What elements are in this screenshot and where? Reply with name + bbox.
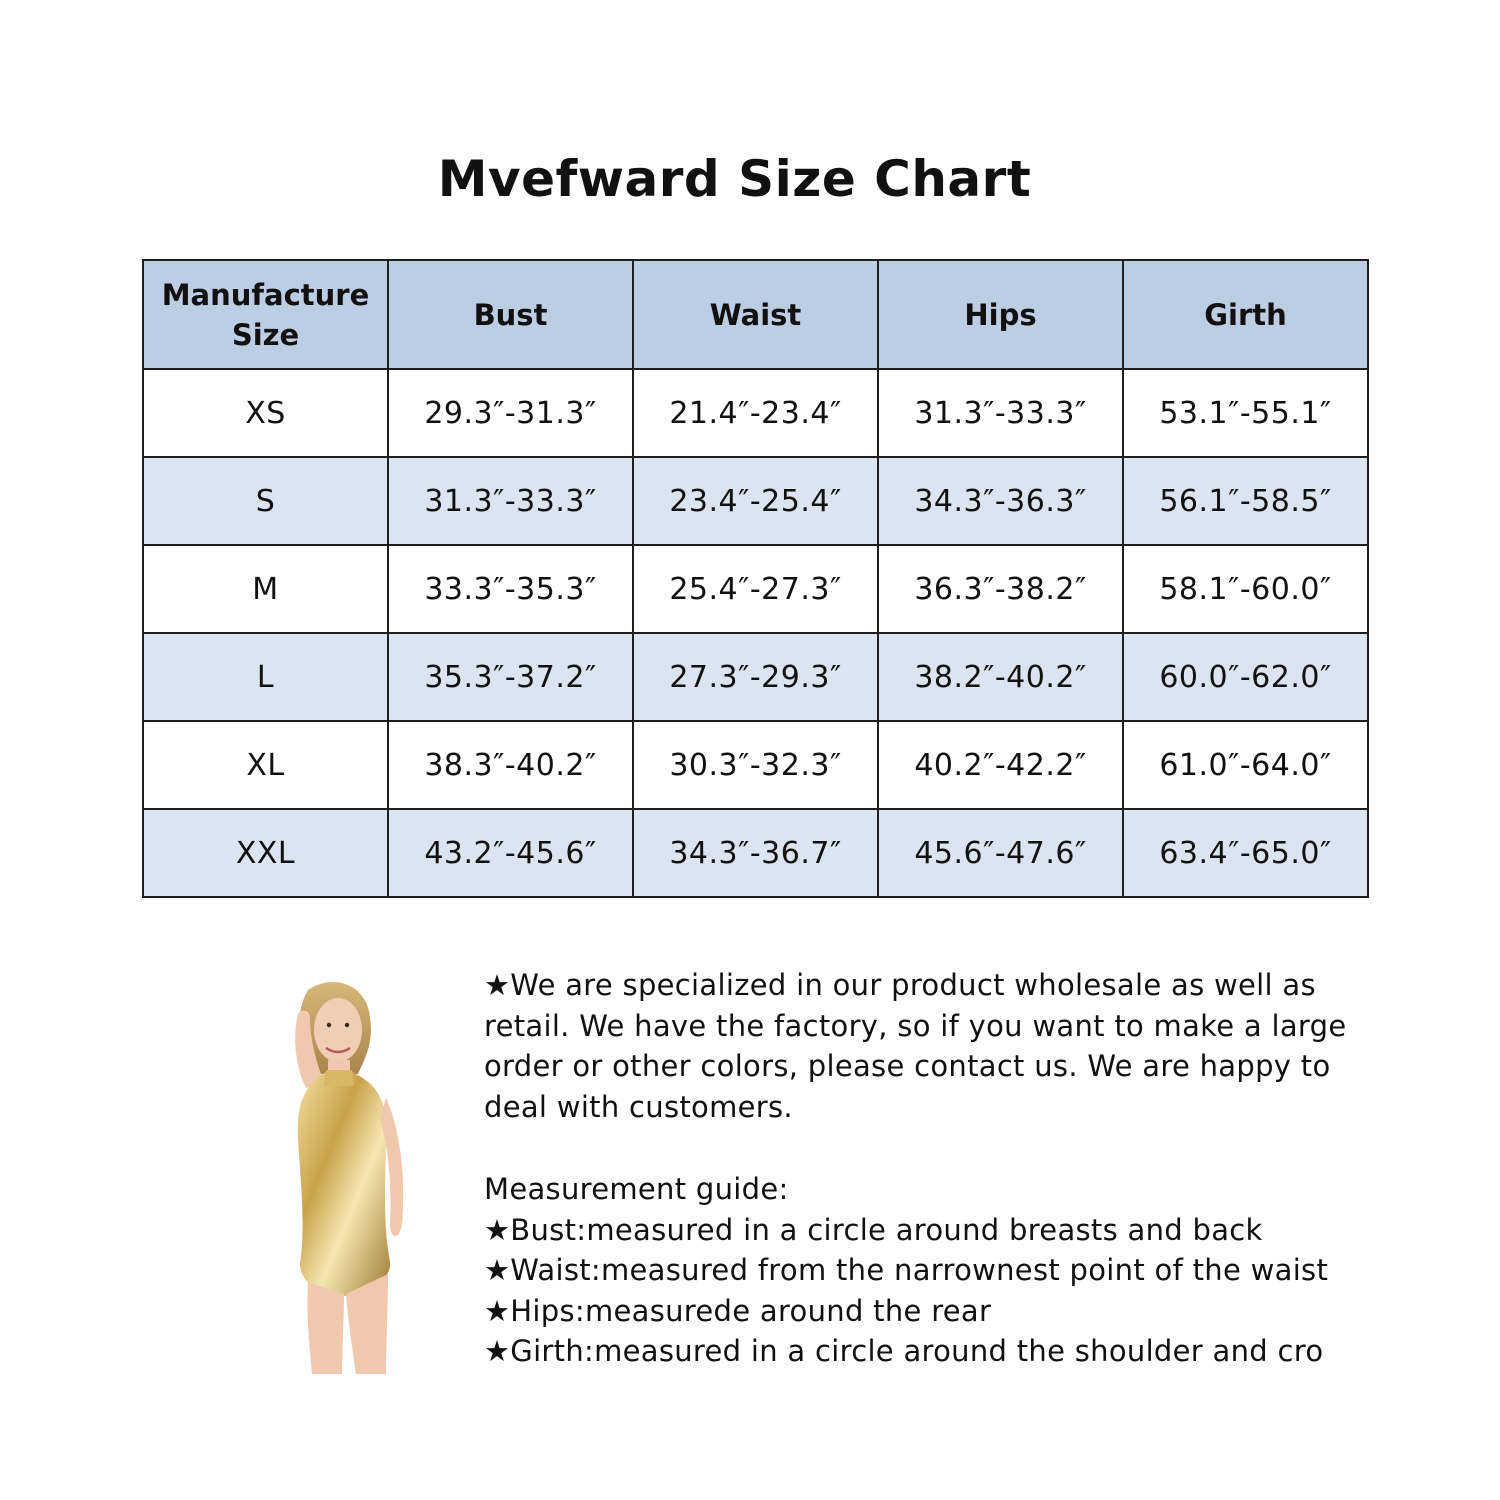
table-cell: 63.4″-65.0″: [1123, 809, 1368, 897]
table-row: [143, 809, 1368, 897]
column-header-manufacture: Manufacture Size: [143, 260, 388, 369]
table-cell: 21.4″-23.4″: [633, 369, 878, 457]
table-cell: 30.3″-32.3″: [633, 721, 878, 809]
guide-title: Measurement guide:: [484, 1172, 789, 1206]
table-cell: 31.3″-33.3″: [388, 457, 633, 545]
table-cell: XXL: [143, 809, 388, 897]
table-cell: M: [143, 545, 388, 633]
guide-item: ★Girth:measured in a circle around the shoulder and cro: [484, 1334, 1324, 1368]
table-cell: 31.3″-33.3″: [878, 369, 1123, 457]
page-title: Mvefward Size Chart: [437, 150, 1032, 208]
table-cell: 29.3″-31.3″: [388, 369, 633, 457]
guide-item: ★Hips:measurede around the rear: [484, 1293, 992, 1328]
table-cell: 33.3″-35.3″: [388, 545, 633, 633]
table-cell: 23.4″-25.4″: [633, 457, 878, 545]
table-cell: 34.3″-36.3″: [878, 457, 1123, 545]
face: [314, 998, 362, 1062]
column-header-hips: Hips: [878, 260, 1123, 369]
table-header-row: [143, 260, 1368, 369]
table-cell: 38.2″-40.2″: [878, 633, 1123, 721]
table-cell: 35.3″-37.2″: [388, 633, 633, 721]
table-row: [143, 545, 1368, 633]
table-cell: 36.3″-38.2″: [878, 545, 1123, 633]
intro-paragraph: ★We are specialized in our product wholesale as well as retail. We have the factory, so if you want to make a large order or other colors, please contact us. We are happy to deal with customers.: [484, 968, 1347, 1124]
info-block: [484, 965, 1384, 1372]
table-row: [143, 633, 1368, 721]
table-cell: 25.4″-27.3″: [633, 545, 878, 633]
column-header-bust: Bust: [388, 260, 633, 369]
guide-item: ★Waist:measured from the narrownest point of the waist: [484, 1253, 1329, 1287]
table-cell: 58.1″-60.0″: [1123, 545, 1368, 633]
table-cell: 45.6″-47.6″: [878, 809, 1123, 897]
table-cell: XS: [143, 369, 388, 457]
table-cell: 56.1″-58.5″: [1123, 457, 1368, 545]
table-cell: S: [143, 457, 388, 545]
table-cell: L: [143, 633, 388, 721]
size-chart-table: [142, 259, 1369, 898]
table-cell: XL: [143, 721, 388, 809]
table-cell: 34.3″-36.7″: [633, 809, 878, 897]
table-cell: 53.1″-55.1″: [1123, 369, 1368, 457]
table-cell: 40.2″-42.2″: [878, 721, 1123, 809]
table-cell: 27.3″-29.3″: [633, 633, 878, 721]
model-photo: [240, 978, 440, 1374]
table-row: [143, 457, 1368, 545]
table-cell: 61.0″-64.0″: [1123, 721, 1368, 809]
column-header-girth: Girth: [1123, 260, 1368, 369]
table-row: [143, 369, 1368, 457]
table-row: [143, 721, 1368, 809]
table-cell: 43.2″-45.6″: [388, 809, 633, 897]
column-header-waist: Waist: [633, 260, 878, 369]
table-cell: 38.3″-40.2″: [388, 721, 633, 809]
guide-item: ★Bust:measured in a circle around breasts and back: [484, 1212, 1263, 1247]
table-cell: 60.0″-62.0″: [1123, 633, 1368, 721]
measurement-guide-list: [484, 1210, 1384, 1372]
gold-bodysuit: [298, 1070, 390, 1296]
